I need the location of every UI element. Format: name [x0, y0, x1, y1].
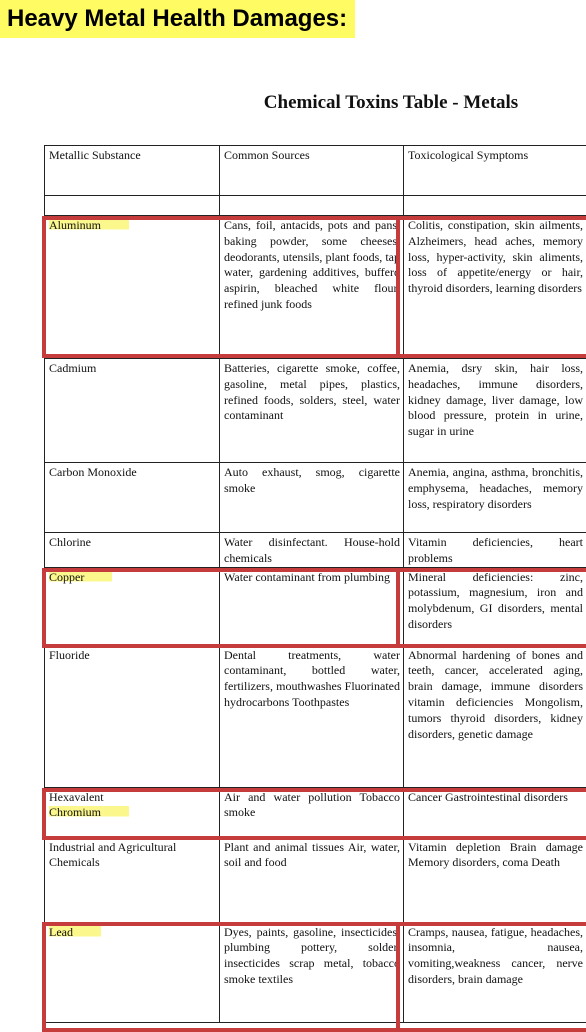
table-row — [45, 216, 586, 359]
table-row — [45, 359, 586, 463]
sources-cell: Cans, foil, antacids, pots and pans, baking powder, some cheeses, deodorants, utensils, plant foods, tap water, gardening additives, bufferd aspirin, bleached white flour, refined junk foods — [220, 216, 404, 359]
spacer-row — [45, 196, 586, 216]
table-row — [45, 463, 586, 533]
symptoms-cell: Abnormal hardening of bones and teeth, cancer, accelerated aging, brain damage, immune disorders vitamin deficiencies Mongolism, tumors thyroid disorders, kidney disorders, genetic damage — [404, 645, 586, 787]
document-title-text: Chemical Toxins Table - Metals — [226, 92, 556, 114]
substance-cell — [45, 787, 220, 837]
sources-cell: Water contaminant from plumbing — [220, 567, 404, 645]
sources-cell: Air and water pollution Tobacco smoke — [220, 787, 404, 837]
substance-cell: Cadmium — [45, 359, 220, 463]
substance-label: Lead — [49, 925, 101, 939]
column-header-sources: Common Sources — [220, 146, 404, 196]
table-row — [45, 787, 586, 837]
sources-cell: Plant and animal tissues Air, water, soil and food — [220, 837, 404, 922]
substance-label-line2: Chromium — [49, 805, 129, 819]
substance-cell: Carbon Monoxide — [45, 463, 220, 533]
column-header-symptoms: Toxicological Symptoms — [404, 146, 586, 196]
sources-cell: Dyes, paints, gasoline, insecticides, plumbing pottery, solder, insecticides scrap metal, tobacco smoke textiles — [220, 922, 404, 1022]
substance-cell — [45, 922, 220, 1022]
symptoms-cell: Cramps, nausea, fatigue, headaches, insomnia, nausea, vomiting,weakness cancer, nerve disorders, brain damage — [404, 922, 586, 1022]
symptoms-cell: Mineral deficiencies: zinc, potassium, magnesium, iron and molybdenum, GI disorders, mental disorders — [404, 567, 586, 645]
sources-cell: Dental treatments, water contaminant, bottled water, fertilizers, mouthwashes Fluorinated hydrocarbons Toothpastes — [220, 645, 404, 787]
symptoms-cell: Colitis, constipation, skin ailments, Alzheimers, head aches, memory loss, hyper-activity, skin aliments, loss of appetite/energy or hair, thyroid disorders, learning disorders — [404, 216, 586, 359]
sources-cell: Batteries, cigarette smoke, coffee, gasoline, metal pipes, plastics, refined foods, solders, steel, water contaminant — [220, 359, 404, 463]
sources-cell: Auto exhaust, smog, cigarette smoke — [220, 463, 404, 533]
substance-cell — [45, 567, 220, 645]
page-title: Heavy Metal Health Damages: — [0, 0, 355, 38]
table-row — [45, 567, 586, 645]
symptoms-cell: Vitamin depletion Brain damage Memory disorders, coma Death — [404, 837, 586, 922]
substance-cell: Fluoride — [45, 645, 220, 787]
substance-cell: Industrial and Agricultural Chemicals — [45, 837, 220, 922]
substance-cell: Chlorine — [45, 533, 220, 568]
sources-cell: Water disinfectant. House-hold chemicals — [220, 533, 404, 568]
table-row — [45, 645, 586, 787]
toxins-table — [44, 145, 586, 1023]
table-header-row — [45, 146, 586, 196]
document-title — [0, 92, 586, 114]
substance-label: Aluminum — [49, 218, 129, 232]
substance-label-line1: Hexavalent — [49, 790, 216, 806]
column-header-substance: Metallic Substance — [45, 146, 220, 196]
substance-cell — [45, 216, 220, 359]
symptoms-cell: Vitamin deficiencies, heart problems — [404, 533, 586, 568]
table-row — [45, 533, 586, 568]
symptoms-cell: Cancer Gastrointestinal disorders — [404, 787, 586, 837]
substance-label: Copper — [49, 570, 112, 584]
symptoms-cell: Anemia, dsry skin, hair loss, headaches, immune disorders, kidney damage, liver damage, low blood pressure, protein in urine, sugar in urine — [404, 359, 586, 463]
table-row — [45, 922, 586, 1022]
symptoms-cell: Anemia, angina, asthma, bronchitis, emphysema, headaches, memory loss, respiratory disorders — [404, 463, 586, 533]
table-row — [45, 837, 586, 922]
header — [0, 0, 586, 40]
